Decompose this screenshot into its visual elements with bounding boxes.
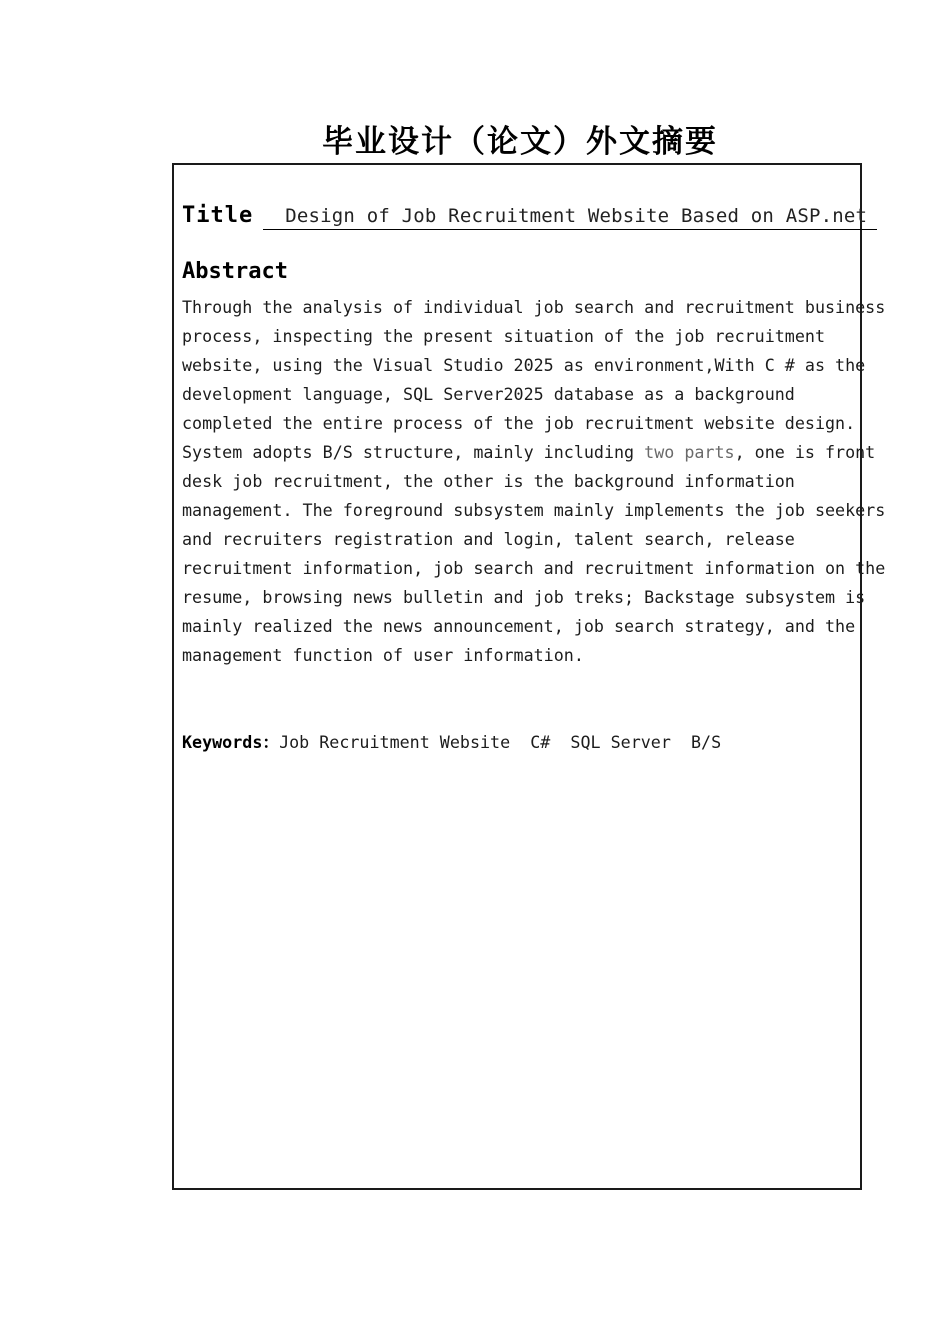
abstract-line: mainly realized the news announcement, job search strategy, and the <box>182 616 856 636</box>
keywords-row <box>182 729 721 753</box>
page-heading: 毕业设计（论文）外文摘要 <box>322 124 718 160</box>
abstract-line-segment: , one is front <box>734 442 876 462</box>
abstract-body <box>182 293 886 670</box>
abstract-line <box>182 438 876 467</box>
abstract-line: management. The foreground subsystem mainly implements the job seekers <box>182 500 886 520</box>
abstract-line: process, inspecting the present situation of the job recruitment <box>182 326 825 346</box>
abstract-line-segment: System adopts B/S structure, mainly including <box>182 442 645 462</box>
abstract-line: development language, SQL Server2025 database as a background <box>182 384 795 404</box>
title-label: Title <box>182 203 254 228</box>
abstract-line: completed the entire process of the job recruitment website design. <box>182 413 856 433</box>
keywords-value: Job Recruitment Website C# SQL Server B/S <box>279 732 722 752</box>
abstract-line: desk job recruitment, the other is the background information <box>182 471 795 491</box>
title-row <box>182 203 868 230</box>
abstract-heading: Abstract <box>182 259 288 284</box>
keywords-label: Keywords： <box>182 732 280 752</box>
abstract-line: and recruiters registration and login, talent search, release <box>182 529 795 549</box>
abstract-line: Through the analysis of individual job search and recruitment business <box>182 297 886 317</box>
abstract-line: website, using the Visual Studio 2025 as environment,With C # as the <box>182 355 866 375</box>
abstract-frame <box>172 163 886 1190</box>
abstract-line: recruitment information, job search and recruitment information on the <box>182 558 886 578</box>
abstract-line: management function of user information. <box>182 645 584 665</box>
title-value: Design of Job Recruitment Website Based on ASP.net <box>263 205 877 230</box>
abstract-line-highlight: two parts <box>644 442 735 462</box>
abstract-line: resume, browsing news bulletin and job treks; Backstage subsystem is <box>182 587 866 607</box>
